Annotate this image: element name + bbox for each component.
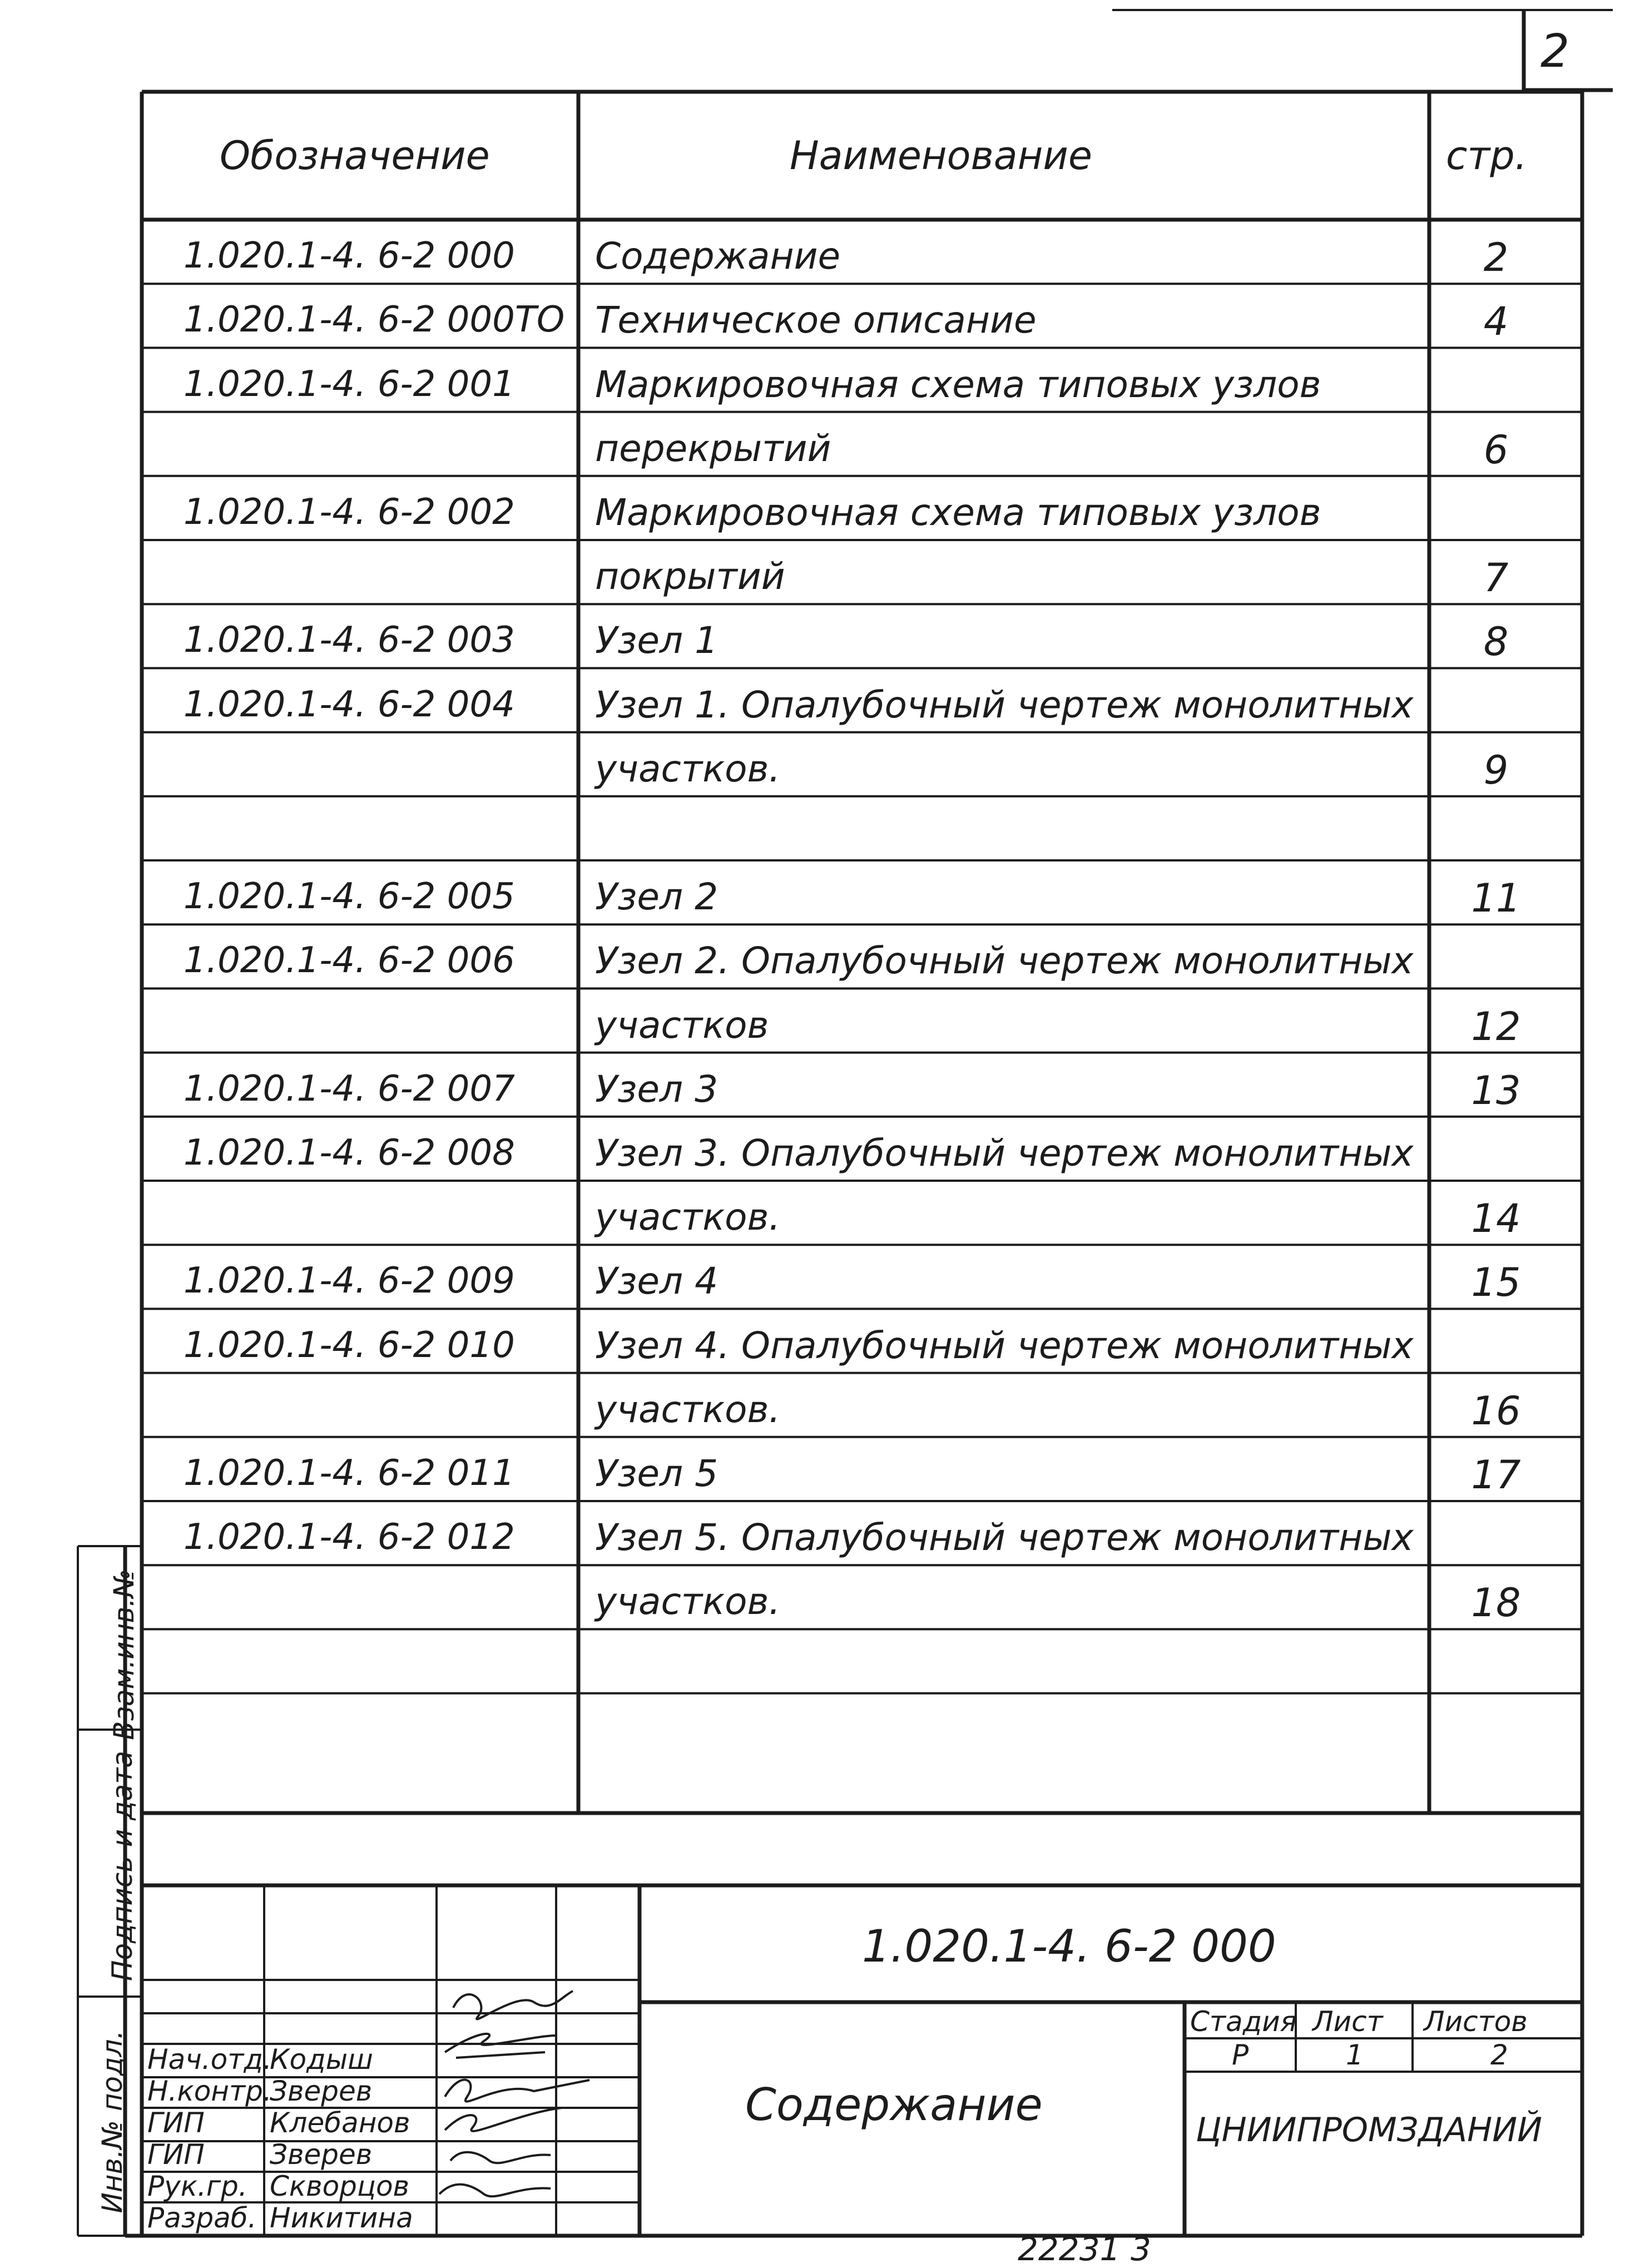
row-page: 2	[1483, 235, 1509, 281]
stage-label: Стадия	[1190, 2005, 1297, 2038]
row-designation: 1.020.1-4. 6-2 005	[184, 876, 515, 918]
row-designation: 1.020.1-4. 6-2 000	[184, 235, 515, 277]
person-name: Никитина	[270, 2202, 413, 2234]
row-page: 17	[1471, 1452, 1521, 1498]
row-page: 11	[1471, 875, 1521, 922]
row-designation: 1.020.1-4. 6-2 009	[184, 1260, 515, 1302]
person-role: Рук.гр.	[147, 2170, 247, 2202]
row-page: 12	[1471, 1003, 1521, 1049]
person-role: Разраб.	[147, 2202, 257, 2234]
header-name: Наименование	[790, 133, 1092, 179]
row-name: Содержание	[595, 235, 841, 278]
row-page: 7	[1483, 555, 1509, 601]
row-designation: 1.020.1-4. 6-2 007	[184, 1068, 515, 1110]
row-designation: 1.020.1-4. 6-2 011	[184, 1453, 515, 1494]
row-name: Узел 2	[595, 875, 719, 919]
row-designation: 1.020.1-4. 6-2 010	[184, 1324, 515, 1366]
person-role: Н.контр.	[147, 2075, 272, 2107]
row-name: Маркировочная схема типовых узлов	[595, 491, 1321, 534]
row-name: покрытий	[595, 555, 785, 598]
row-name: Узел 2. Опалубочный чертеж монолитных	[595, 939, 1414, 983]
row-page: 6	[1483, 427, 1509, 473]
sheet-corner-number: 2	[1540, 25, 1570, 78]
header-designation: Обозначение	[220, 133, 490, 179]
row-designation: 1.020.1-4. 6-2 003	[184, 620, 515, 661]
person-name: Зверев	[270, 2075, 373, 2107]
row-name: Узел 3	[595, 1067, 719, 1111]
person-name: Скворцов	[270, 2170, 410, 2202]
row-page: 8	[1483, 619, 1509, 665]
row-name: Узел 1	[595, 619, 719, 662]
title-block-document-code: 1.020.1-4. 6-2 000	[862, 1920, 1276, 1972]
person-role: ГИП	[147, 2138, 205, 2171]
side-label-inv-original: Инв.№ подл.	[96, 2030, 128, 2213]
row-name: участков.	[595, 1388, 781, 1431]
sheets-label: Листов	[1424, 2005, 1528, 2038]
row-designation: 1.020.1-4. 6-2 001	[184, 363, 515, 405]
row-name: Узел 5. Опалубочный чертеж монолитных	[595, 1516, 1414, 1559]
row-page: 4	[1483, 299, 1509, 345]
row-name: Техническое описание	[595, 299, 1037, 342]
row-name: Узел 5	[595, 1452, 719, 1495]
row-page: 16	[1471, 1388, 1521, 1434]
header-page: стр.	[1446, 133, 1527, 179]
row-designation: 1.020.1-4. 6-2 008	[184, 1132, 515, 1173]
row-name: Узел 1. Опалубочный чертеж монолитных	[595, 683, 1414, 726]
row-name: участков	[595, 1003, 769, 1047]
row-page: 14	[1471, 1196, 1521, 1242]
row-name: Узел 3. Опалубочный чертеж монолитных	[595, 1132, 1414, 1175]
row-designation: 1.020.1-4. 6-2 012	[184, 1517, 515, 1558]
row-name: участков.	[595, 1580, 781, 1623]
footer-number: 22231 3	[1018, 2230, 1151, 2268]
row-page: 15	[1471, 1260, 1521, 1306]
row-designation: 1.020.1-4. 6-2 002	[184, 492, 515, 533]
person-name: Зверев	[270, 2138, 373, 2171]
sheet-label: Лист	[1312, 2005, 1383, 2038]
row-name: участков.	[595, 747, 781, 790]
side-label-replaced-inv: Взам.инв.№	[108, 1569, 140, 1740]
sheets-value: 2	[1490, 2039, 1508, 2071]
row-designation: 1.020.1-4. 6-2 000ТО	[184, 299, 565, 341]
row-name: перекрытий	[595, 427, 831, 470]
stage-value: Р	[1232, 2039, 1249, 2071]
row-name: Узел 4	[595, 1260, 719, 1303]
title-block-organization: ЦНИИПРОМЗДАНИЙ	[1196, 2111, 1543, 2150]
row-name: участков.	[595, 1196, 781, 1239]
person-name: Кодыш	[270, 2043, 373, 2076]
row-page: 13	[1471, 1067, 1521, 1113]
row-name: Узел 4. Опалубочный чертеж монолитных	[595, 1324, 1414, 1367]
row-page: 9	[1483, 747, 1509, 793]
signatures	[439, 1991, 589, 2196]
person-name: Клебанов	[270, 2107, 410, 2139]
side-label-signature-date: Подпись и дата	[106, 1750, 138, 1982]
person-role: Нач.отд.	[147, 2043, 272, 2076]
sheet-value: 1	[1346, 2039, 1364, 2071]
row-page: 18	[1471, 1580, 1521, 1626]
row-name: Маркировочная схема типовых узлов	[595, 363, 1321, 406]
title-block-title: Содержание	[745, 2079, 1043, 2131]
row-designation: 1.020.1-4. 6-2 004	[184, 684, 515, 725]
row-designation: 1.020.1-4. 6-2 006	[184, 940, 515, 982]
person-role: ГИП	[147, 2107, 205, 2139]
